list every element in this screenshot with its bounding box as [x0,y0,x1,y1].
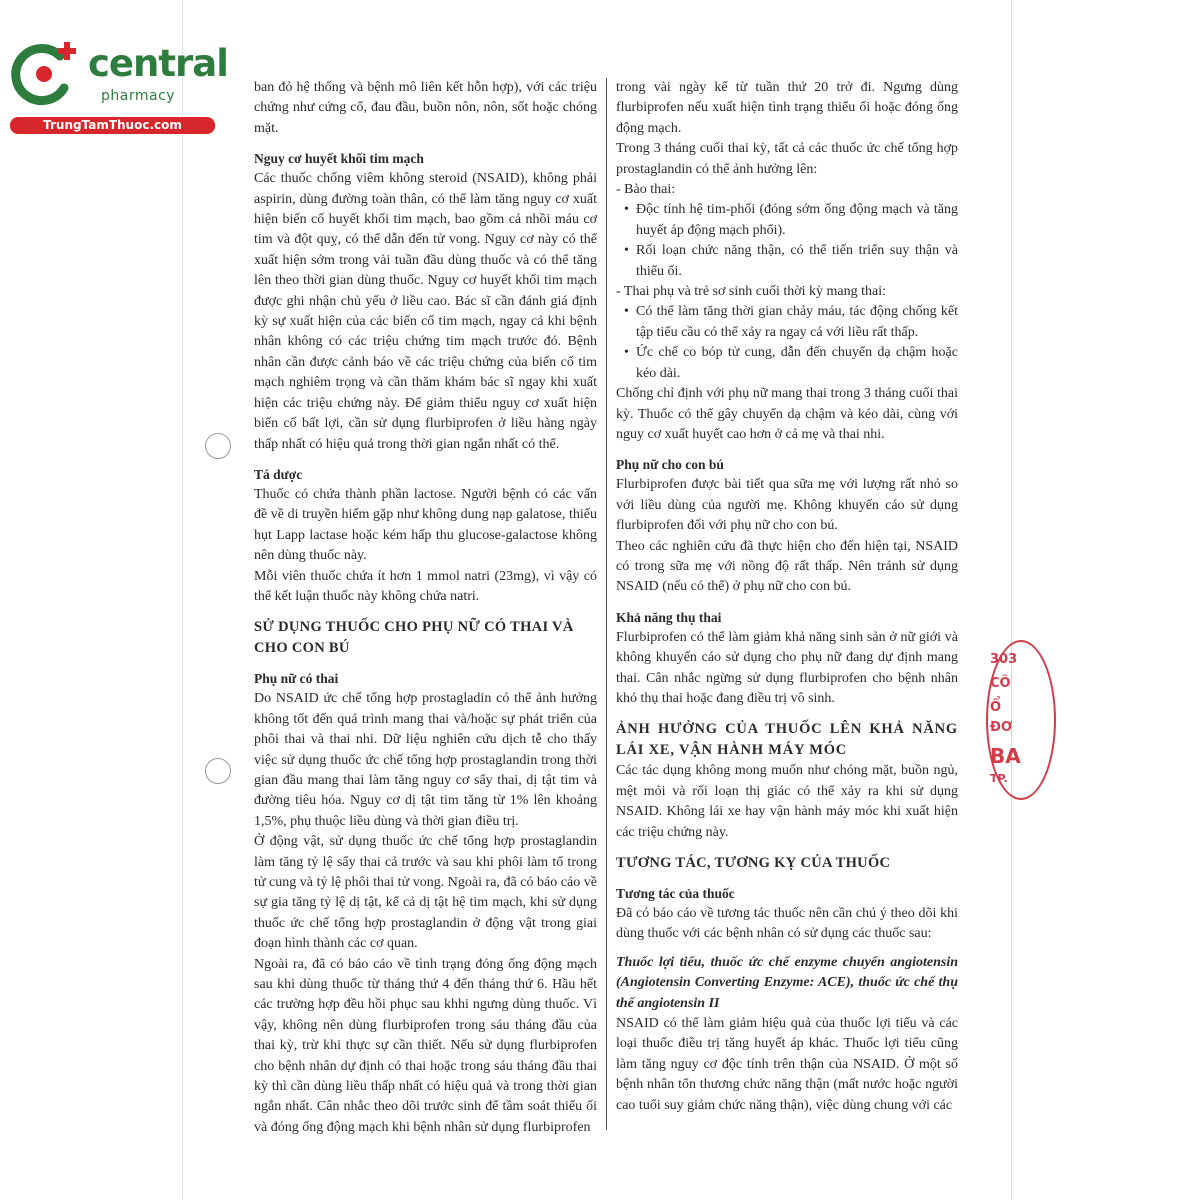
bullet-icon: • [624,345,629,361]
paragraph: Chống chỉ định với phụ nữ mang thai trong 3 tháng cuối thai kỳ. Thuốc có thể gây chuyển dạ chậm và kéo dài, cùng với nguy cơ xuất huyết cao hơn ở cả mẹ và thai nhi. [616,386,958,442]
section-heading-pregnancy: SỬ DỤNG THUỐC CHO PHỤ NỮ CÓ THAI VÀ CHO CON BÚ [254,619,574,657]
paragraph: ban đỏ hệ thống và bệnh mô liên kết hỗn hợp), với các triệu chứng như cứng cổ, đau đầu, buồn nôn, nôn, sốt hoặc chóng mặt. [254,80,597,136]
right-column [616,78,958,1116]
bullet-text: Có thể làm tăng thời gian chảy máu, tác động chống kết tập tiểu cầu có thể xảy ra ngay cả với liều rất thấp. [636,304,958,340]
stamp-text: BA [990,744,1021,768]
bullet-icon: • [624,304,629,320]
stamp-text: CÔ [990,676,1011,691]
stamp-text: Ổ [990,700,1002,715]
heading-pregnant-women: Phụ nữ có thai [254,671,339,687]
stamp-text: TP. [990,772,1008,785]
paragraph: Theo các nghiên cứu đã thực hiện cho đến hiện tại, NSAID có trong sữa mẹ với nồng độ rất thấp. Nên tránh sử dụng NSAID (nếu có thể) ở phụ nữ cho con bú. [616,538,958,595]
heading-fertility: Khả năng thụ thai [616,609,722,625]
bullet-item [616,302,958,343]
heading-breastfeeding: Phụ nữ cho con bú [616,457,724,473]
section-heading-interactions: TƯƠNG TÁC, TƯƠNG KỴ CỦA THUỐC [616,855,891,871]
heading-excipients: Tá dược [254,466,303,482]
bullet-item [616,200,958,241]
logo-brand-name: central [88,42,228,85]
section-heading-driving: ẢNH HƯỞNG CỦA THUỐC LÊN KHẢ NĂNG LÁI XE, VẬN HÀNH MÁY MÓC [616,721,958,759]
paragraph: Ngoài ra, đã có báo cáo về tình trạng đóng ống động mạch sau khi dùng thuốc từ tháng thứ 4 đến tháng thứ 6. Hầu hết các trường hợp đều hồi phục sau khhi ngưng dùng thuốc. Vì vậy, không nên dùng flurbiprofen trong sáu tháng đầu của thai kỳ, trừ khi thực sự cần thiết. Nếu sử dụng flurbiprofen cho bệnh nhân dự định có thai hoặc trong sáu tháng đầu thai kỳ thì cần dùng liều thấp nhất có hiệu quả và trong thời gian ngắn nhất. Cân nhắc theo dõi trước sinh để tầm soát thiểu ối và đóng ống động mạch khi bệnh nhân sử dụng flurbiprofen [254,956,597,1135]
paragraph: Các thuốc chống viêm không steroid (NSAID), không phải aspirin, dùng đường toàn thân, có thể làm tăng nguy cơ xuất hiện biến cố huyết khối tim mạch, bao gồm cả nhồi máu cơ tim và đột quỵ, có thể dẫn đến tử vong. Nguy cơ này có thể xuất hiện sớm trong vài tuần đầu dùng thuốc và có thể tăng lên theo thời gian dùng thuốc. Nguy cơ huyết khối tim mạch được ghi nhận chủ yếu ở liều cao. Bác sĩ cần đánh giá định kỳ sự xuất hiện của các biến cố tim mạch, ngay cả khi bệnh nhân không có các triệu chứng tim mạch trước đó. Bệnh nhân cần được cảnh báo về các triệu chứng của biến cố tim mạch nghiêm trọng và cần thăm khám bác sĩ ngay khi xuất hiện các triệu chứng này. Để giảm thiểu nguy cơ xuất hiện biến cố bất lợi, cần sử dụng flurbiprofen ở liều hàng ngày thấp nhất có hiệu quả trong thời gian ngắn nhất có thể. [254,171,597,452]
stamp [984,640,1024,800]
paragraph: Mỗi viên thuốc chứa ít hơn 1 mmol natri (23mg), vì vậy có thể kết luận thuốc này không chứa natri. [254,568,597,604]
paragraph: NSAID có thể làm giảm hiệu quả của thuốc lợi tiểu và các loại thuốc điều trị tăng huyết áp khác. Thuốc lợi tiểu cũng làm tăng nguy cơ độc tính trên thận của NSAID. Ở một số bệnh nhân tổn thương chức năng thận (mất nước hoặc người cao tuổi suy giảm chức năng thận), việc dùng chung với các [616,1016,958,1113]
bullet-text: Rối loạn chức năng thận, có thể tiến triển suy thận và thiểu ối. [636,243,958,279]
paragraph: trong vài ngày kể từ tuần thứ 20 trở đi. Ngưng dùng flurbiprofen nếu xuất hiện tình trạng thiểu ối hoặc đóng ống động mạch. [616,80,958,136]
left-column [254,78,597,1138]
bullet-icon: • [624,202,629,218]
subheading-diuretics: Thuốc lợi tiểu, thuốc ức chế enzyme chuyển angiotensin (Angiotensin Converting Enzyme: ACE), thuốc ức chế thụ thể angiotensin II [616,954,958,1011]
punch-hole [205,433,231,459]
bullet-item [616,241,958,282]
stamp-text: ĐƠ [990,720,1013,735]
logo-url[interactable]: TrungTamThuoc.com [10,117,215,134]
logo-subtitle: pharmacy [101,88,176,104]
bullet-text: Độc tính hệ tim-phổi (đóng sớm ống động mạch và tăng huyết áp động mạch phổi). [636,202,958,238]
punch-hole [205,758,231,784]
heading-cardiovascular-risk: Nguy cơ huyết khối tim mạch [254,151,424,167]
paragraph: Thuốc có chứa thành phần lactose. Người bệnh có các vấn đề về di truyền hiếm gặp như không dung nạp galatose, thiếu hụt Lapp lactase hoặc kém hấp thu glucose-galactose không nên dùng thuốc này. [254,486,597,564]
paragraph: Trong 3 tháng cuối thai kỳ, tất cả các thuốc ức chế tổng hợp prostaglandin có thể ảnh hưởng lên: [616,141,958,177]
paragraph: Flurbiprofen có thể làm giảm khả năng sinh sản ở nữ giới và không khuyến cáo sử dụng cho phụ nữ đang dự định mang thai. Cân nhắc ngừng sử dụng flurbiprofen cho bệnh nhân khó thụ thai hoặc đang điều trị vô sinh. [616,629,958,706]
paragraph: Ở động vật, sử dụng thuốc ức chế tổng hợp prostaglandin làm tăng tỷ lệ sẩy thai cả trước và sau khi phôi làm tổ trong tử cung và tỷ lệ phôi thai tử vong. Ngoài ra, đã có báo cáo về sự gia tăng tỷ lệ dị tật, kể cả dị tật hệ tim mạch, khi sử dụng thuốc ức chế tổng hợp prostaglandin ở động vật trong giai đoạn hình thành các cơ quan. [254,834,597,952]
paragraph: Flurbiprofen được bài tiết qua sữa mẹ với lượng rất nhỏ so với liều dùng của người mẹ. Không khuyến cáo sử dụng flurbiprofen đối với phụ nữ cho con bú. [616,477,958,534]
dash-item: - Bào thai: [616,182,676,198]
paragraph: Do NSAID ức chế tổng hợp prostagladin có thể ảnh hưởng không tốt đến quá trình mang thai và/hoặc sự phát triển của phôi thai và thai nhi. Dữ liệu nghiên cứu dịch tễ cho thấy việc sử dụng thuốc ức chế tổng hợp prostaglandin trong thời gian đầu mang thai làm tăng nguy cơ sẩy thai, dị tật tim và đường tiêu hóa. Nguy cơ dị tật tim tăng từ 1% lên khoảng 1,5%, phụ thuộc liều dùng và thời gian điều trị. [254,691,597,829]
paragraph: Các tác dụng không mong muốn như chóng mặt, buồn ngủ, mệt mỏi và rối loạn thị giác có thể xảy ra khi sử dụng NSAID. Không lái xe hay vận hành máy móc khi xuất hiện các triệu chứng này. [616,763,958,840]
heading-drug-interactions: Tương tác của thuốc [616,886,735,901]
central-pharmacy-logo[interactable] [10,38,228,138]
bullet-item [616,343,958,384]
pharmacy-logo-icon [10,38,80,108]
stamp-text: 303 [990,652,1018,667]
bullet-icon: • [624,243,629,259]
paragraph: Đã có báo cáo về tương tác thuốc nên cần chú ý theo dõi khi dùng thuốc với các bệnh nhân có sử dụng các thuốc sau: [616,906,958,942]
column-divider [606,78,607,1130]
bullet-text: Ức chế co bóp tử cung, dẫn đến chuyển dạ chậm hoặc kéo dài. [636,345,958,381]
dash-item: - Thai phụ và trẻ sơ sinh cuối thời kỳ mang thai: [616,284,887,300]
